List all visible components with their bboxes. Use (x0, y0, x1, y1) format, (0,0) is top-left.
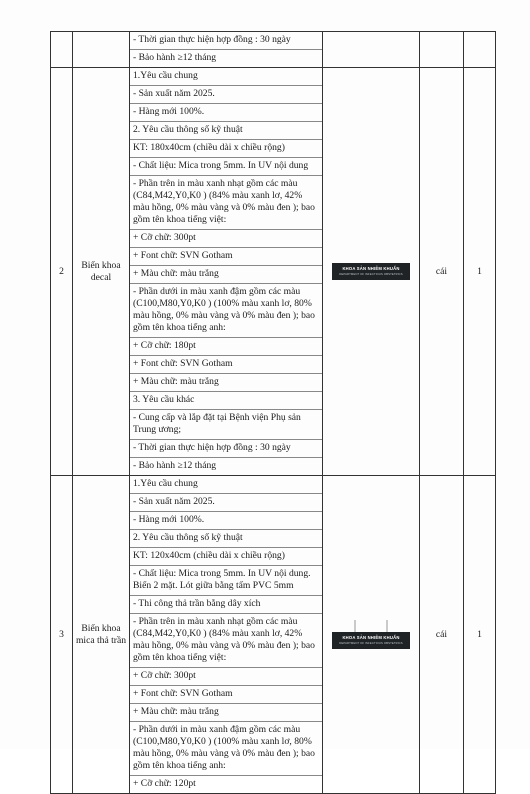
unit-cell: cái (420, 476, 464, 794)
spec-line: + Font chữ: SVN Gotham (130, 356, 322, 374)
sign-preview (323, 620, 419, 649)
hanging-chain-icon (341, 620, 401, 632)
spec-line: + Cỡ chữ: 300pt (130, 230, 322, 248)
item-name-cell (73, 32, 130, 68)
spec-line: - Phần trên in màu xanh nhạt gồm các màu (C84,M42,Y0,K0 ) (84% màu xanh lơ, 42% màu hồng, 0% màu vàng và 0% màu đen ); bao gồm tên khoa tiếng việt: (130, 176, 322, 230)
spec-cell (130, 476, 323, 794)
unit-cell (420, 32, 464, 68)
sign-english-text: DEPARTMENT OF INFECTIOUS OBSTETRICS (339, 272, 403, 276)
spec-line: - Bảo hành ≥12 tháng (133, 52, 217, 63)
spec-line: 2. Yêu cầu thông số kỹ thuật (130, 530, 322, 548)
spec-line: - Chất liệu: Mica trong 5mm. In UV nội dung (130, 158, 322, 176)
quantity-cell: 1 (464, 68, 496, 476)
spec-line: + Cỡ chữ: 180pt (130, 338, 322, 356)
hanging-sign-image (332, 632, 410, 649)
sign-vietnamese-text: KHOA SẢN NHIỄM KHUẨN (342, 266, 400, 271)
item-name-cell: Biển khoa mica thả trần (73, 476, 130, 794)
spec-line: + Font chữ: SVN Gotham (130, 248, 322, 266)
quantity-cell (464, 32, 496, 68)
spec-line: + Cỡ chữ: 120pt (133, 778, 196, 789)
spec-line: - Thi công thả trần bằng dây xích (130, 596, 322, 614)
spec-line: - Thời gian thực hiện hợp đồng : 30 ngày (130, 32, 322, 50)
quantity-cell: 1 (464, 476, 496, 794)
spec-line: - Hàng mới 100%. (130, 104, 322, 122)
spec-line: - Sản xuất năm 2025. (130, 494, 322, 512)
spec-line: - Phần trên in màu xanh nhạt gồm các màu (C84,M42,Y0,K0 ) (84% màu xanh lơ, 42% màu hồng, 0% màu vàng và 0% màu đen ); bao gồm tên khoa tiếng việt: (130, 614, 322, 668)
spec-line: - Phần dưới in màu xanh đậm gồm các màu (C100,M80,Y0,K0 ) (100% màu xanh lơ, 80% màu hồng, 0% màu vàng và 0% màu đen ); bao gồm tên khoa tiếng anh: (130, 722, 322, 776)
decal-sign-image (332, 263, 410, 280)
row-number-cell (51, 32, 73, 68)
spec-line: - Phần dưới in màu xanh đậm gồm các màu (C100,M80,Y0,K0 ) (100% màu xanh lơ, 80% màu hồng, 0% màu vàng và 0% màu đen ); bao gồm tên khoa tiếng anh: (130, 284, 322, 338)
spec-line: + Font chữ: SVN Gotham (130, 686, 322, 704)
spec-line: + Màu chữ: màu trắng (130, 704, 322, 722)
spec-line: KT: 180x40cm (chiều dài x chiều rộng) (130, 140, 322, 158)
table-row (51, 476, 496, 794)
spec-line: - Sản xuất năm 2025. (130, 86, 322, 104)
sign-english-text: DEPARTMENT OF INFECTIOUS OBSTETRICS (339, 641, 403, 645)
spec-cell (130, 68, 323, 476)
table-row (51, 32, 496, 68)
spec-line: + Màu chữ: màu trắng (130, 266, 322, 284)
spec-line: - Chất liệu: Mica trong 5mm. In UV nội dung. Biển 2 mặt. Lót giữa bằng tấm PVC 5mm (130, 566, 322, 596)
spec-line: + Màu chữ: màu trắng (130, 374, 322, 392)
spec-line: 1.Yêu cầu chung (130, 68, 322, 86)
sign-vietnamese-text: KHOA SẢN NHIỄM KHUẨN (342, 635, 400, 640)
spec-line: 3. Yêu cầu khác (130, 392, 322, 410)
image-cell (323, 32, 420, 68)
item-name-cell: Biển khoa decal (73, 68, 130, 476)
spec-line: - Cung cấp và lắp đặt tại Bệnh viện Phụ sản Trung ương; (130, 410, 322, 440)
spec-line: - Thời gian thực hiện hợp đồng : 30 ngày (130, 440, 322, 458)
unit-cell: cái (420, 68, 464, 476)
spec-line: - Hàng mới 100%. (130, 512, 322, 530)
spec-line: 1.Yêu cầu chung (130, 476, 322, 494)
spec-line: 2. Yêu cầu thông số kỹ thuật (130, 122, 322, 140)
spec-line: + Cỡ chữ: 300pt (130, 668, 322, 686)
spec-cell (130, 32, 323, 68)
sign-preview (323, 263, 419, 280)
spec-table (50, 31, 496, 794)
spec-line: - Bảo hành ≥12 tháng (133, 460, 217, 471)
spec-line: KT: 120x40cm (chiều dài x chiều rộng) (130, 548, 322, 566)
table-row (51, 68, 496, 476)
row-number-cell: 2 (51, 68, 73, 476)
image-cell (323, 476, 420, 794)
image-cell (323, 68, 420, 476)
row-number-cell: 3 (51, 476, 73, 794)
